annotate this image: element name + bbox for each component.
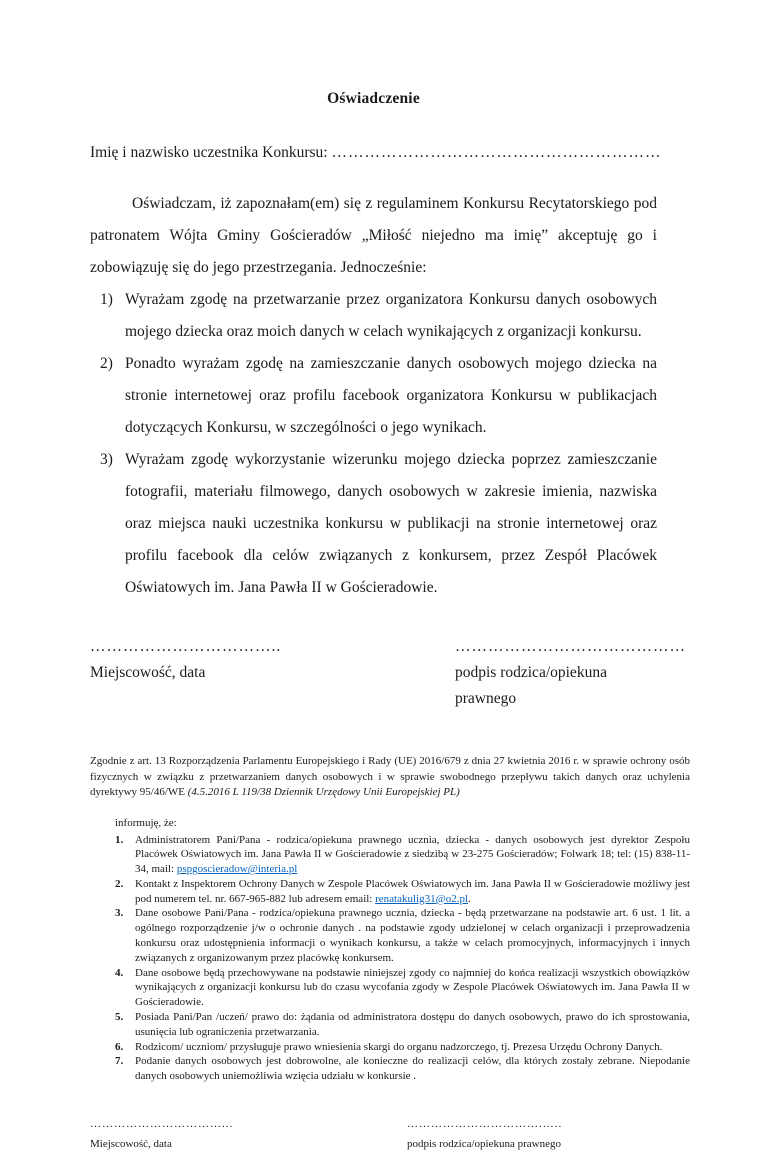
inform-intro-line: informuję, że: [115,816,177,829]
parent-signature-block-bottom [407,1114,570,1154]
participant-name-label: Imię i nazwisko uczestnika Konkursu: [90,144,332,161]
gdpr-legal-basis-text: Zgodnie z art. 13 Rozporządzenia Parlamentu Europejskiego i Rady (UE) 2016/679 z dnia 27 kwietnia 2016 r. w sprawie ochrony osób fizycznych w związku z przetwarzaniem danych osobowych i w sprawie swobodnego przepływu takich danych oraz uchylenia dyrektywy 95/46/WE [90,755,690,798]
info-item-number: 3. [115,907,124,920]
consent-item-number: 1) [100,291,113,308]
gdpr-info-item-5 [115,1010,690,1040]
place-date-blank: ……………………………... [90,1118,234,1131]
info-item-number: 1. [115,833,124,846]
gdpr-info-item-6 [115,1040,690,1055]
gdpr-journal-reference: (4.5.2016 L 119/38 Dziennik Urzędowy Unii Europejskiej PL) [187,786,460,798]
consent-item-text: Wyrażam zgodę na przetwarzanie przez organizatora Konkursu danych osobowych mojego dziecka oraz moich danych w celach wynikających z organizacji konkursu. [125,291,657,340]
parent-signature-blank: …………………………….….. [407,1118,563,1131]
participant-name-line [90,144,662,162]
gdpr-info-list [115,833,690,1085]
signature-row-bottom [90,1114,570,1154]
consent-item-text: Wyrażam zgodę wykorzystanie wizerunku mojego dziecka poprzez zamieszczanie fotografii, materiału filmowego, danych osobowych w zakresie imienia, nazwiska oraz miejsca nauki uczestnika konkursu w publikacji na stronie internetowej oraz profilu facebook dla celów związanych z konkursem, przez Zespół Placówek Oświatowych im. Jana Pawła II w Gościeradowie. [125,451,657,596]
administrator-email-link[interactable]: pspgoscieradow@interia.pl [176,863,298,876]
declaration-intro-paragraph: Oświadczam, iż zapoznałam(em) się z regulaminem Konkursu Recytatorskiego pod patronatem Wójta Gminy Gościeradów „Miłość niejedno ma imię” akceptuję go i zobowiązuję się do jego przestrzegania. Jednocześnie: [90,195,657,276]
inspector-email-link[interactable]: renatakulig31@o2.pl [375,892,469,905]
consent-item-1 [90,284,657,348]
info-item-number: 6. [115,1040,124,1053]
info-item-text: Podanie danych osobowych jest dobrowolne, ale konieczne do realizacji celów, dla których zostały zebrane. Niepodanie danych osobowych uniemożliwia wzięcia udziału w konkursie . [135,1055,690,1083]
info-item-number: 4. [115,966,124,979]
consent-item-text: Ponadto wyrażam zgodę na zamieszczanie danych osobowych mojego dziecka na stronie internetowej oraz profilu facebook organizatora Konkursu w publikacjach dotyczących Konkursu, w szczególności o jego wynikach. [125,355,657,436]
info-item-suffix: . [468,892,471,905]
place-date-label: Miejscowość, data [90,1138,172,1151]
info-item-text [135,877,690,907]
gdpr-info-item-3 [115,906,690,965]
administrator-info-text: Administratorem Pani/Pana - rodzica/opiekuna prawnego ucznia, dziecka - danych osobowych jest dyrektor Zespołu Placówek Oświatowych im. Jana Pawła II w Gościeradowie z siedzibą w 23-275 Gościeradów; Folwark 18; tel: (15) 838-11-34, mail: [135,833,690,876]
info-item-number: 5. [115,1011,124,1024]
info-item-text: Dane osobowe Pani/Pana - rodzica/opiekuna prawnego ucznia, dziecka - będą przetwarzane na podstawie art. 6 ust. 1 lit. a ogólnego rozporządzenie j/w o ochronie danych . na podstawie zgody udzielonej w celach organizacji i przeprowadzenia konkursu oraz udostępnienia informacji o wynikach konkursu, a także w celach promocyjnych, informacyjnych i innych związanych z organizowanym przez placówkę konkursem. [135,907,690,964]
consent-item-number: 3) [100,451,113,468]
info-item-text: Posiada Pani/Pan /uczeń/ prawo do: żądania od administratora dostępu do danych osobowych, prawo do ich sprostowania, usunięcia lub ograniczenia przetwarzania. [135,1011,690,1038]
participant-name-blank: …………………………………………………… [331,144,662,161]
declaration-section [90,90,686,712]
consent-item-number: 2) [100,355,113,372]
place-date-label: Miejscowość, data [90,664,206,681]
info-item-number: 7. [115,1055,124,1068]
parent-signature-label: podpis rodzica/opiekuna prawnego [455,664,607,707]
parent-signature-label: podpis rodzica/opiekuna prawnego [407,1138,561,1151]
place-date-block [90,634,281,712]
gdpr-legal-basis-paragraph [90,754,690,801]
place-date-block-bottom [90,1114,233,1154]
gdpr-info-item-1 [115,833,690,877]
page-title: Oświadczenie [327,90,420,107]
place-date-blank: …………………………….. [90,638,282,655]
consent-list [90,284,657,604]
parent-signature-blank: …………………………………… [455,638,686,655]
info-item-text: Dane osobowe będą przechowywane na podstawie niniejszej zgody co najmniej do końca realizacji wszystkich obowiązków wynikających z organizacji konkursu lub do czasu wycofania zgody w Zespole Placówek Oświatowych im. Jana Pawła II w Gościeradowie. [135,966,690,1009]
gdpr-info-item-2 [115,877,690,907]
info-item-text [135,833,690,877]
info-item-text: Rodzicom/ uczniom/ przysługuje prawo wniesienia skargi do organu nadzorczego, tj. Prezesa Urzędu Ochrony Danych. [135,1040,663,1053]
consent-item-2 [90,348,657,444]
gdpr-info-item-4 [115,966,690,1010]
inspector-info-text: Kontakt z Inspektorem Ochrony Danych w Zespole Placówek Oświatowych im. Jana Pawła II w Gościeradowie możliwy jest pod numerem tel. nr. 667-965-882 lub adresem email: [135,877,690,905]
consent-item-3 [90,444,657,604]
signature-row-top [90,634,686,712]
info-item-number: 2. [115,877,124,890]
parent-signature-block [455,634,686,712]
